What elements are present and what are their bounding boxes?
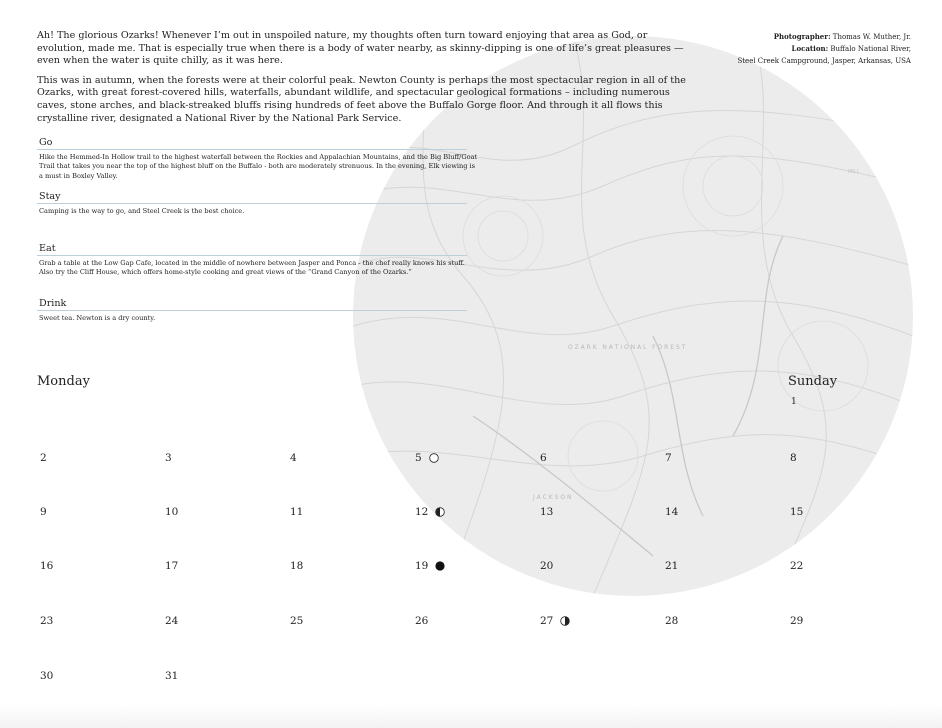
photographer-label: Photographer: [773, 32, 831, 41]
calendar-day-17: 17 [165, 560, 179, 572]
section-stay [37, 191, 467, 216]
calendar-day-12: 12 [415, 506, 429, 518]
photographer-name: Thomas W. Muther, Jr. [832, 33, 911, 41]
calendar-day-2: 2 [40, 452, 47, 464]
calendar-day-4: 4 [290, 452, 297, 464]
section-drink-heading: Drink [37, 298, 467, 311]
location-value-1: Buffalo National River, [830, 45, 911, 53]
calendar-day-26: 26 [415, 615, 429, 627]
calendar-cell-19 [415, 560, 475, 572]
calendar-day-11: 11 [290, 506, 304, 518]
calendar-day-28: 28 [665, 615, 679, 627]
section-eat-body: Grab a table at the Low Gap Cafe, located in the middle of nowhere between Jasper and Ponca - the chef really knows his stuff. Also try the Cliff House, which offers home-style cooking and great views of the “Grand Canyon of the Ozarks.” [39, 259, 465, 277]
section-drink-body: Sweet tea. Newton is a dry county. [39, 314, 156, 322]
section-eat-heading: Eat [37, 243, 467, 256]
calendar-day-24: 24 [165, 615, 179, 627]
intro-paragraph-2: This was in autumn, when the forests were at their colorful peak. Newton County is perhaps the most spectacular region in all of the Ozarks, with great forest-covered hills, waterfalls, abundant wildlife, and spectacular geological formations – including numerous caves, stone arches, and black-streaked bluffs rising hundreds of feet above the Buffalo Gorge floor. And through it all flows this crystalline river, designated a National River by the National Park Service. [37, 74, 686, 124]
calendar-day-16: 16 [40, 560, 54, 572]
bottom-page-edge [0, 704, 942, 728]
calendar-day-5: 5 [415, 452, 422, 464]
calendar-cell-5 [415, 452, 475, 464]
section-go-heading: Go [37, 137, 467, 150]
weekday-header-sunday: Sunday [788, 374, 838, 389]
calendar-day-13: 13 [540, 506, 554, 518]
section-go [37, 137, 478, 181]
intro-text [37, 30, 692, 132]
calendar-day-8: 8 [790, 452, 797, 464]
calendar-day-30: 30 [40, 670, 54, 682]
calendar-day-27: 27 [540, 615, 554, 627]
full-moon-icon [429, 453, 439, 463]
location-value-2: Steel Creek Campground, Jasper, Arkansas, USA [737, 57, 911, 65]
first-quarter-moon-icon [560, 616, 570, 626]
calendar-cell-12 [415, 506, 475, 518]
intro-paragraph-1: Ah! The glorious Ozarks! Whenever I’m out in unspoiled nature, my thoughts often turn toward enjoying that area as God, or evolution, made me. That is especially true when there is a body of water nearby, as skinny-dipping is one of life’s great pleasures — even when the water is quite chilly, as it was here. [37, 30, 684, 67]
section-stay-heading: Stay [37, 191, 467, 204]
photo-credit [737, 31, 911, 67]
calendar-day-21: 21 [665, 560, 679, 572]
calendar-day-31: 31 [165, 670, 179, 682]
map-label-jackson: J A C K S O N [533, 494, 572, 501]
section-stay-body: Camping is the way to go, and Steel Creek is the best choice. [39, 207, 245, 215]
calendar-day-9: 9 [40, 506, 47, 518]
map-label-forest: O Z A R K N A T I O N A L F O R E S T [568, 344, 686, 351]
calendar-day-6: 6 [540, 452, 547, 464]
calendar-day-18: 18 [290, 560, 304, 572]
calendar-day-23: 23 [40, 615, 54, 627]
section-drink [37, 298, 467, 323]
last-quarter-moon-icon [435, 507, 445, 517]
section-go-body: Hike the Hemmed-In Hollow trail to the highest waterfall between the Rockies and Appalachian Mountains, and the Big Bluff/Goat Trail that takes you near the top of the highest bluff on the Buffalo - both are moderately strenuous. In the evening, Elk viewing is a must in Boxley Valley. [39, 153, 478, 180]
location-label: Location: [791, 44, 829, 53]
photographer-line [737, 31, 911, 43]
location-line [737, 43, 911, 55]
calendar-day-25: 25 [290, 615, 304, 627]
calendar-day-3: 3 [165, 452, 172, 464]
calendar-day-22: 22 [790, 560, 804, 572]
calendar-day-10: 10 [165, 506, 179, 518]
calendar-day-15: 15 [790, 506, 804, 518]
section-eat [37, 243, 467, 278]
calendar-day-7: 7 [665, 452, 672, 464]
calendar-day-19: 19 [415, 560, 429, 572]
calendar-day-20: 20 [540, 560, 554, 572]
calendar-day-29: 29 [790, 615, 804, 627]
calendar-day-14: 14 [665, 506, 679, 518]
calendar-cell-27 [540, 615, 600, 627]
new-moon-icon [435, 561, 445, 571]
calendar-day-1: 1 [791, 397, 797, 407]
weekday-header-monday: Monday [37, 374, 90, 389]
map-label-mill: MILL [848, 169, 860, 175]
